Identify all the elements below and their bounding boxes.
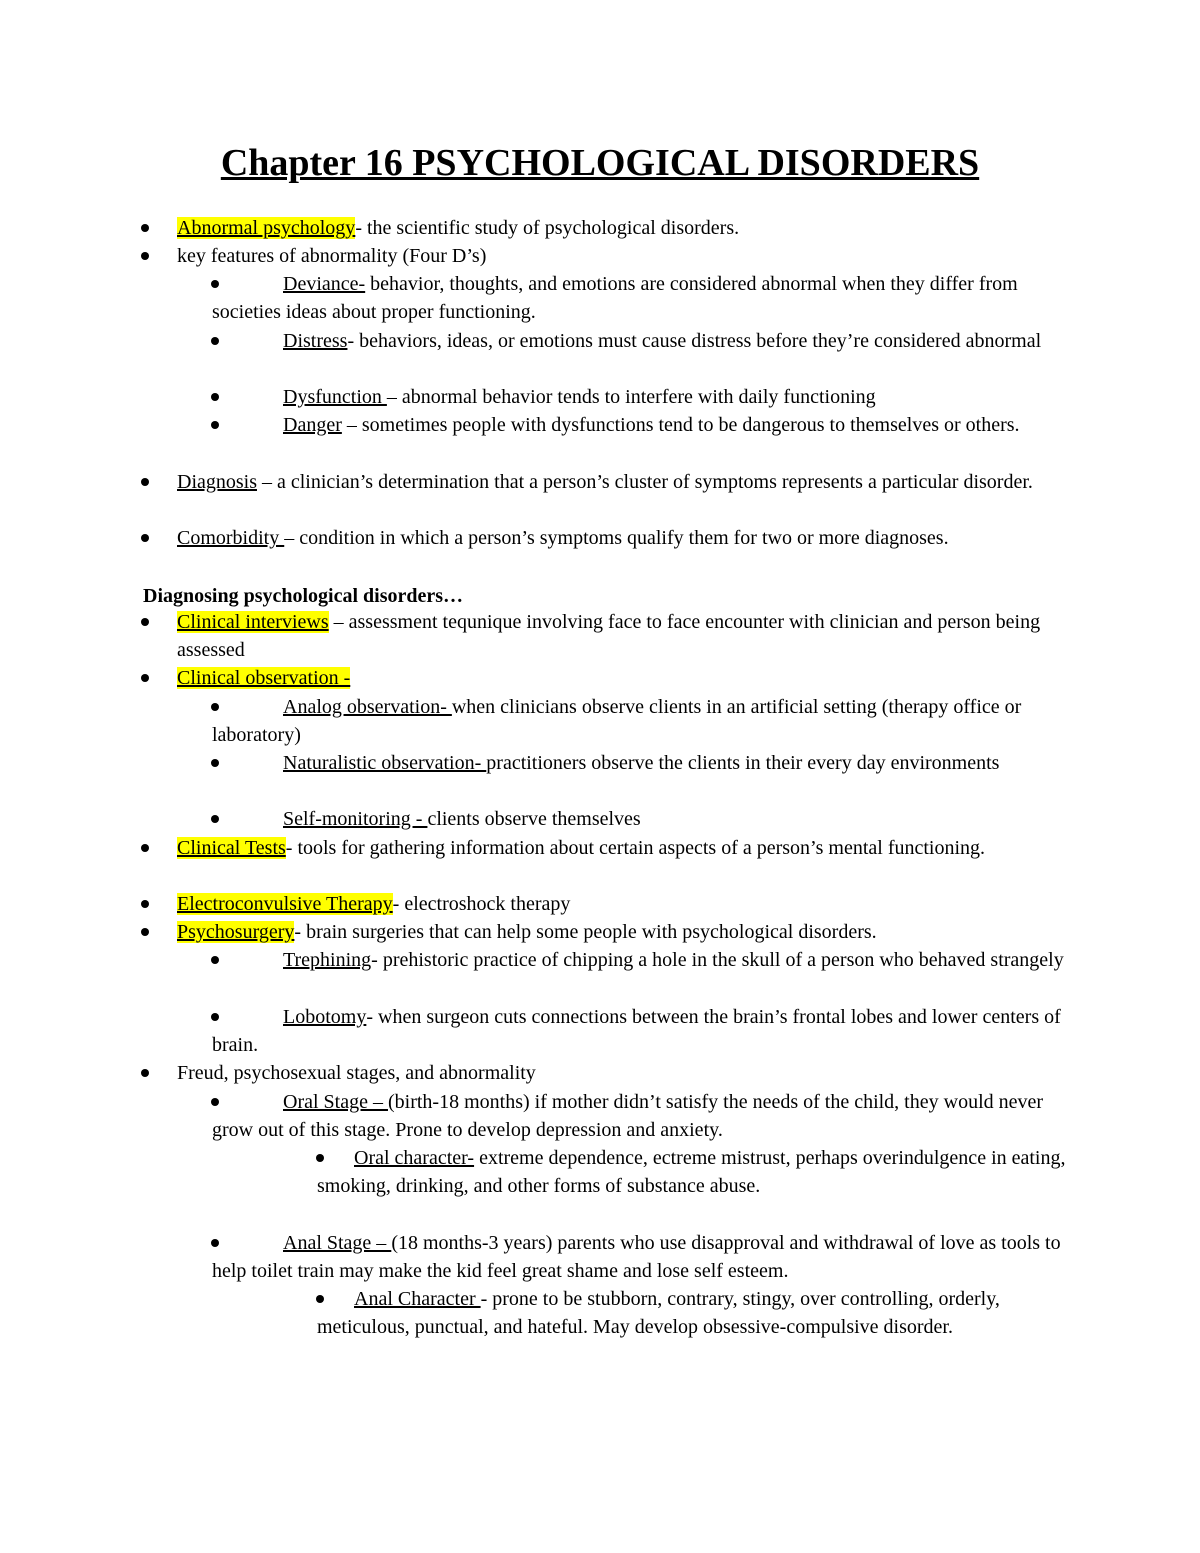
list-item	[177, 608, 1070, 664]
list-item	[317, 1144, 1070, 1200]
definition: (birth-18 months) if mother didn’t satisfy the needs of the child, they would never grow out of this stage. Prone to develop depression and anxiety.	[212, 1091, 1044, 1142]
definition: – sometimes people with dysfunctions tend to be dangerous to themselves or others.	[341, 414, 1020, 436]
section-heading: Diagnosing psychological disorders…	[143, 585, 464, 607]
bullet-icon	[141, 224, 149, 232]
list-item	[177, 242, 1070, 270]
term: Analog observation-	[283, 696, 452, 718]
list-item	[212, 327, 1070, 355]
term: Self-monitoring -	[283, 808, 428, 830]
definition: - brain surgeries that can help some people with psychological disorders.	[294, 921, 877, 943]
bullet-icon	[141, 844, 149, 852]
term: Clinical interviews	[177, 611, 329, 633]
list-item	[212, 946, 1070, 974]
definition: - prone to be stubborn, contrary, stingy, over controlling, orderly, meticulous, punctual, and hateful. May develop obsessive-compulsive disorder.	[317, 1288, 1000, 1339]
definition: key features of abnormality (Four D’s)	[177, 245, 487, 267]
term: Abnormal psychology	[177, 217, 356, 239]
definition: - prehistoric practice of chipping a hole in the skull of a person who behaved strangely	[371, 949, 1064, 971]
bullet-icon	[141, 618, 149, 626]
list-item	[212, 749, 1070, 777]
list-item	[177, 890, 1070, 918]
bullet-icon	[141, 674, 149, 682]
list-item	[177, 664, 1070, 692]
term: Trephining	[283, 949, 372, 971]
list-item	[177, 918, 1070, 946]
bullet-icon	[141, 1069, 149, 1077]
term: Clinical observation -	[177, 667, 351, 689]
list-item	[212, 693, 1070, 749]
definition: - behaviors, ideas, or emotions must cause distress before they’re considered abnormal	[347, 330, 1042, 352]
definition: extreme dependence, ectreme mistrust, perhaps overindulgence in eating, smoking, drinking, and other forms of substance abuse.	[317, 1147, 1066, 1198]
definition: - the scientific study of psychological disorders.	[355, 217, 740, 239]
list-item	[212, 1003, 1070, 1059]
term: Oral character-	[354, 1147, 475, 1169]
definition: behavior, thoughts, and emotions are considered abnormal when they differ from societies ideas about proper functioning.	[212, 273, 1018, 324]
term: Psychosurgery	[177, 921, 295, 943]
term: Dysfunction	[283, 386, 387, 408]
list-item	[177, 214, 1070, 242]
term: Diagnosis	[177, 471, 257, 493]
page-title: Chapter 16 PSYCHOLOGICAL DISORDERS	[220, 142, 980, 184]
term: Electroconvulsive Therapy	[177, 893, 393, 915]
term: Oral Stage –	[283, 1091, 388, 1113]
definition: – a clinician’s determination that a person’s cluster of symptoms represents a particular disorder.	[257, 471, 1033, 493]
list-item	[177, 524, 1070, 552]
definition: Freud, psychosexual stages, and abnormality	[177, 1062, 536, 1084]
definition: - tools for gathering information about certain aspects of a person’s mental functioning.	[285, 837, 986, 859]
bullet-icon	[141, 534, 149, 542]
definition: - electroshock therapy	[392, 893, 571, 915]
definition: – assessment tequnique involving face to face encounter with clinician and person being assessed	[177, 611, 1041, 662]
list-item	[212, 805, 1070, 833]
list-item	[212, 1229, 1070, 1285]
term: Anal Stage –	[283, 1232, 392, 1254]
bullet-icon	[141, 928, 149, 936]
list-item	[177, 468, 1070, 496]
list-item	[212, 411, 1070, 439]
list-item	[212, 1088, 1070, 1144]
term: Deviance-	[283, 273, 366, 295]
term: Clinical Tests	[177, 837, 286, 859]
term: Distress	[283, 330, 348, 352]
bullet-icon	[141, 478, 149, 486]
definition: clients observe themselves	[427, 808, 641, 830]
list-item	[177, 1059, 1070, 1087]
term: Naturalistic observation-	[283, 752, 487, 774]
bullet-icon	[141, 252, 149, 260]
definition: (18 months-3 years) parents who use disapproval and withdrawal of love as tools to help toilet train may make the kid feel great shame and lose self esteem.	[212, 1232, 1061, 1283]
term: Anal Character	[354, 1288, 481, 1310]
list-item	[212, 383, 1070, 411]
definition: – condition in which a person’s symptoms qualify them for two or more diagnoses.	[284, 527, 949, 549]
definition: when clinicians observe clients in an artificial setting (therapy office or laboratory)	[212, 696, 1022, 747]
term: Lobotomy	[283, 1006, 367, 1028]
term: Comorbidity	[177, 527, 285, 549]
definition: practitioners observe the clients in their every day environments	[486, 752, 1000, 774]
list-item	[212, 270, 1070, 326]
bullet-icon	[141, 900, 149, 908]
list-item	[177, 834, 1070, 862]
list-item	[317, 1285, 1070, 1341]
definition: - when surgeon cuts connections between the brain’s frontal lobes and lower centers of brain.	[212, 1006, 1061, 1057]
term: Danger	[283, 414, 342, 436]
definition: – abnormal behavior tends to interfere with daily functioning	[386, 386, 876, 408]
